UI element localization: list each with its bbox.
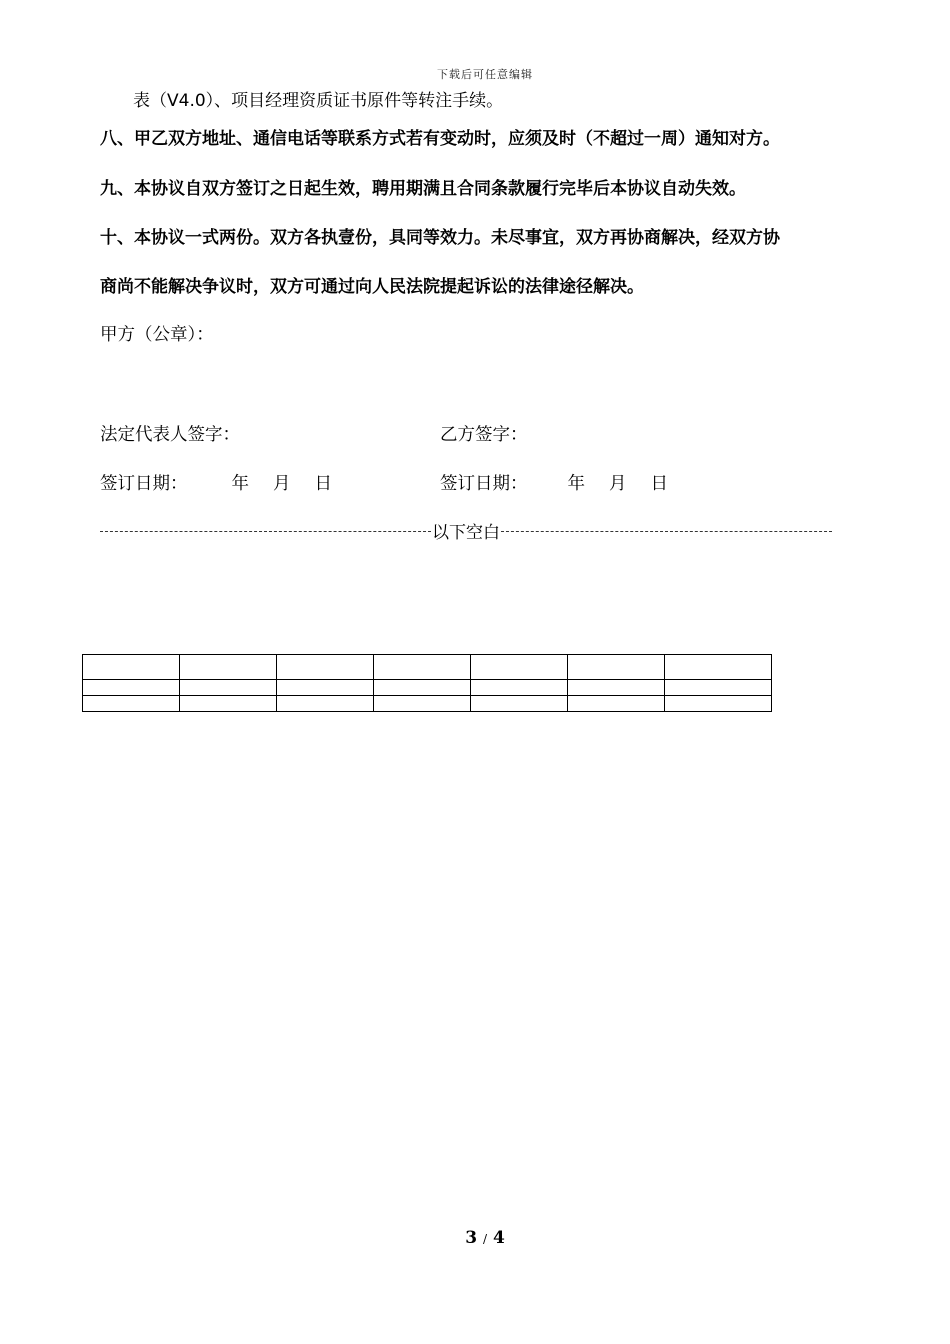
table-cell[interactable] — [665, 655, 772, 680]
table-cell[interactable] — [471, 696, 568, 712]
table-cell[interactable] — [277, 655, 374, 680]
table-cell[interactable] — [568, 696, 665, 712]
table-cell[interactable] — [277, 696, 374, 712]
table-cell[interactable] — [568, 680, 665, 696]
table-cell[interactable] — [665, 680, 772, 696]
table-cell[interactable] — [83, 680, 180, 696]
date-label-a: 签订日期： — [100, 474, 188, 494]
year-label-a: 年 — [231, 474, 249, 494]
dashed-rule-left — [100, 531, 431, 532]
table-row — [83, 696, 772, 712]
table-cell[interactable] — [277, 680, 374, 696]
clause-10-line-2: 商尚不能解决争议时，双方可通过向人民法院提起诉讼的法律途径解决。 — [100, 277, 644, 297]
day-label-b: 日 — [650, 474, 668, 494]
page-total: 4 — [492, 1228, 505, 1248]
table-cell[interactable] — [374, 655, 471, 680]
table-cell[interactable] — [83, 655, 180, 680]
table-row — [83, 655, 772, 680]
date-line-b — [440, 470, 668, 495]
clause-8: 八、甲乙双方地址、通信电话等联系方式若有变动时，应须及时（不超过一周）通知对方。 — [100, 129, 780, 149]
dashed-rule-right — [501, 531, 832, 532]
blank-below-marker — [100, 520, 832, 543]
month-label-b: 月 — [609, 474, 627, 494]
header-note: 下载后可任意编辑 — [437, 68, 533, 81]
blank-below-text: 以下空白 — [432, 522, 500, 543]
table-row — [83, 680, 772, 696]
table-cell[interactable] — [180, 680, 277, 696]
party-a-seal-label: 甲方（公章）： — [100, 325, 214, 345]
table-cell[interactable] — [374, 696, 471, 712]
legal-rep-sign-label: 法定代表人签字： — [100, 425, 240, 445]
table-cell[interactable] — [471, 680, 568, 696]
table-cell[interactable] — [568, 655, 665, 680]
page-number — [0, 1228, 950, 1248]
page-current: 3 — [465, 1228, 478, 1248]
clause-9: 九、本协议自双方签订之日起生效，聘用期满且合同条款履行完毕后本协议自动失效。 — [100, 179, 746, 199]
table-cell[interactable] — [83, 696, 180, 712]
table-cell[interactable] — [180, 696, 277, 712]
year-label-b: 年 — [567, 474, 585, 494]
party-b-sign-label: 乙方签字： — [440, 425, 528, 445]
table-cell[interactable] — [374, 680, 471, 696]
continuation-text: 表（V4.0）、项目经理资质证书原件等转注手续。 — [133, 91, 504, 111]
page-separator: / — [482, 1232, 488, 1246]
table-cell[interactable] — [180, 655, 277, 680]
month-label-a: 月 — [273, 474, 291, 494]
date-label-b: 签订日期： — [440, 474, 528, 494]
empty-table — [82, 654, 772, 712]
date-line-a — [100, 470, 332, 495]
table-cell[interactable] — [665, 696, 772, 712]
day-label-a: 日 — [314, 474, 332, 494]
clause-10-line-1: 十、本协议一式两份。双方各执壹份，具同等效力。未尽事宜，双方再协商解决，经双方协 — [100, 228, 780, 248]
table-cell[interactable] — [471, 655, 568, 680]
